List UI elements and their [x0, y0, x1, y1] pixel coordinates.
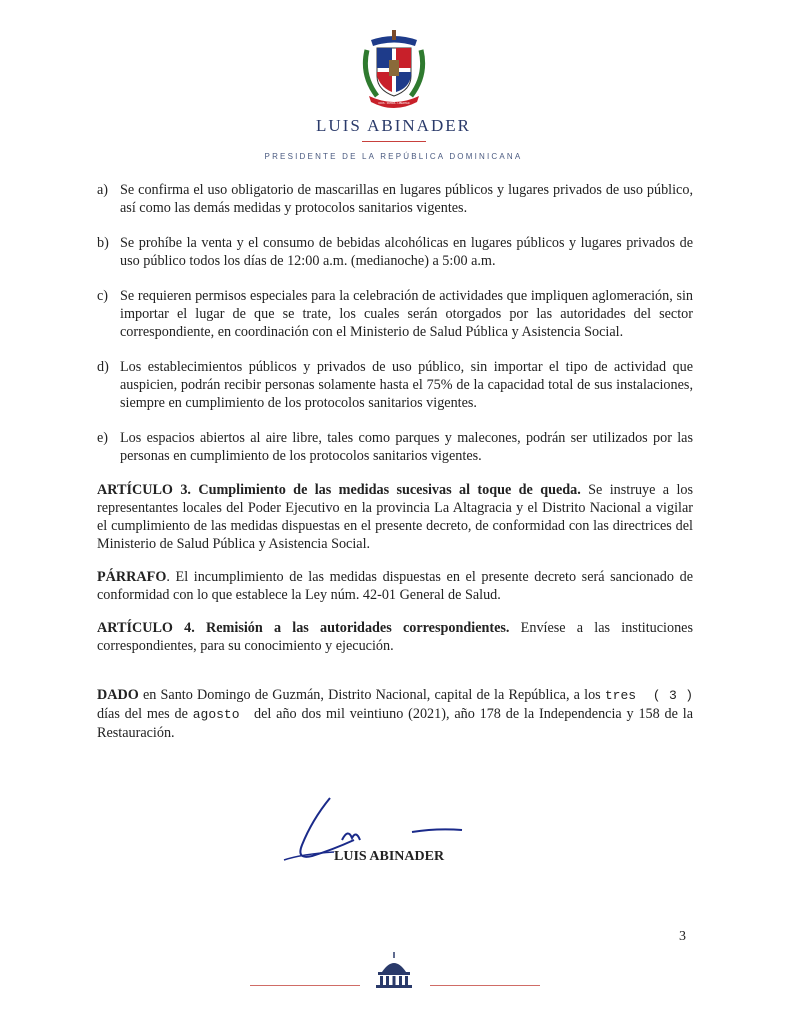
dado-day-number: ( 3 ) — [652, 688, 694, 703]
dado-paragraph — [97, 686, 693, 742]
page-number: 3 — [679, 929, 686, 944]
parrafo-text: . El incumplimiento de las medidas dispuestas en el presente decreto será sancionado de conformidad con lo que establece la Ley núm. 42-01 General de Salud. — [97, 569, 693, 603]
footer-divider-left — [250, 985, 360, 986]
list-item-text: Los espacios abiertos al aire libre, tales como parques y malecones, podrán ser utilizados por las personas en cumplimiento de los protocolos sanitarios vigentes. — [120, 430, 693, 464]
decree-body — [97, 181, 693, 757]
list-item — [97, 429, 693, 465]
list-item-letter: b) — [97, 235, 109, 251]
dado-month: agosto — [192, 707, 240, 722]
dado-text-1: en Santo Domingo de Guzmán, Distrito Nacional, capital de la República, a los — [138, 687, 605, 703]
list-item — [97, 181, 693, 217]
list-item — [97, 287, 693, 341]
footer-divider-right — [430, 985, 540, 986]
president-name: LUIS ABINADER — [316, 116, 471, 135]
list-item-text: Se confirma el uso obligatorio de mascarillas en lugares públicos y lugares privados de uso público, así como las demás medidas y protocolos sanitarios vigentes. — [120, 182, 693, 216]
articulo-3 — [97, 481, 693, 553]
parrafo-title: PÁRRAFO — [97, 569, 167, 585]
list-item — [97, 234, 693, 270]
articulo-3-title: ARTÍCULO 3. Cumplimiento de las medidas sucesivas al toque de queda. — [97, 482, 581, 498]
parrafo — [97, 568, 693, 604]
list-item-letter: e) — [97, 430, 109, 446]
coat-of-arms-motto: DIOS · PATRIA · LIBERTAD — [377, 102, 410, 105]
letterhead — [0, 30, 787, 161]
president-subtitle: PRESIDENTE DE LA REPÚBLICA DOMINICANA — [264, 152, 523, 161]
coat-of-arms-icon — [359, 30, 429, 112]
list-item-letter: c) — [97, 288, 109, 304]
list-item — [97, 358, 693, 412]
dado-text-3: del año dos mil veintiuno (2021), año 178 de la Independencia y 158 de la Restauración. — [97, 706, 693, 741]
list-item-letter: a) — [97, 182, 109, 198]
list-item-letter: d) — [97, 359, 109, 375]
list-item-text: Se requieren permisos especiales para la celebración de actividades que impliquen aglomeración, sin importar el lugar de que se trate, los cuales serán otorgados por las autoridades del sector correspondiente, en coordinación con el Ministerio de Salud Pública y Asistencia Social. — [120, 288, 693, 340]
dado-day-word: tres — [604, 688, 637, 703]
signature-name: LUIS ABINADER — [334, 849, 445, 864]
list-item-text: Se prohíbe la venta y el consumo de bebidas alcohólicas en lugares públicos y lugares privados de uso público todos los días de 12:00 a.m. (medianoche) a 5:00 a.m. — [120, 235, 693, 269]
list-item-text: Los establecimientos públicos y privados de uso público, sin importar el tipo de actividad que auspicien, podrán recibir personas solamente hasta el 75% de la capacidad total de sus instalaciones, siempre en cumplimiento de los protocolos sanitarios vigentes. — [120, 359, 693, 411]
dado-title: DADO — [97, 687, 139, 703]
articulo-3-text: Se instruye a los representantes locales del Poder Ejecutivo en la provincia La Altagracia y el Distrito Nacional a vigilar el cumplimiento de las medidas dispuestas en el presente decreto, de conformidad con las directrices del Ministerio de Salud Pública y Asistencia Social. — [97, 482, 693, 552]
articulo-4 — [97, 619, 693, 655]
articulo-4-title: ARTÍCULO 4. Remisión a las autoridades correspondientes. — [97, 620, 510, 636]
articulo-4-text: Envíese a las instituciones correspondientes, para su conocimiento y ejecución. — [97, 620, 693, 654]
palace-dome-icon — [372, 950, 416, 990]
header-divider — [362, 141, 426, 142]
dado-text-2: días del mes de — [97, 706, 193, 722]
